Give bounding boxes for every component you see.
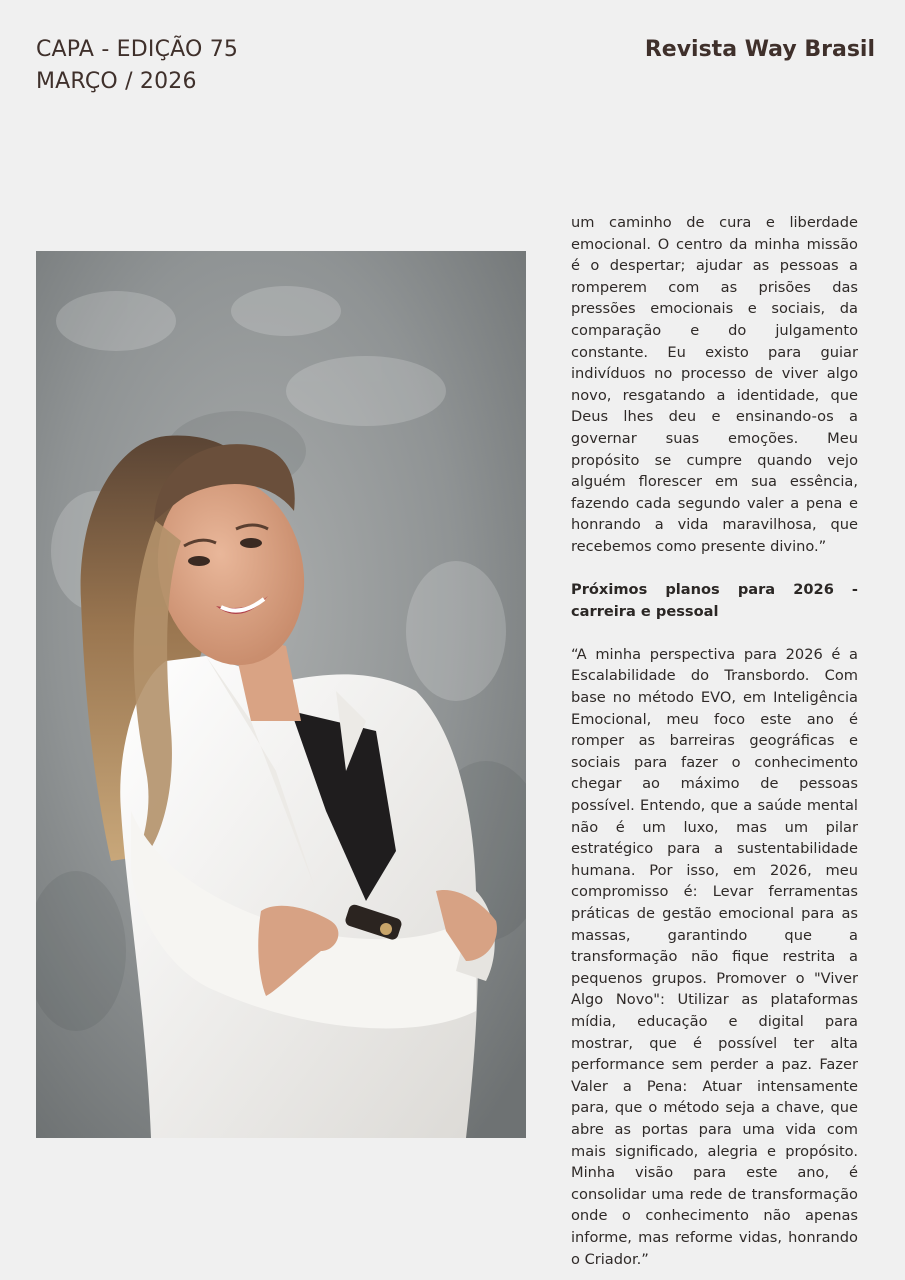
portrait-photo (36, 251, 526, 1138)
article-paragraph-2: “A minha perspectiva para 2026 é a Escalabilidade do Transbordo. Com base no método EVO, em Inteligência Emocional, meu foco este ano é romper as barreiras geográficas e sociais para fazer o conhecimento chegar ao máximo de pessoas possível. Entendo, que a saúde mental não é um luxo, mas um pilar estratégico para a sustentabilidade humana. Por isso, em 2026, meu compromisso é: Levar ferramentas práticas de gestão emocional para as massas, garantindo que a transformação não fique restrita a pequenos grupos. Promover o "Viver Algo Novo": Utilizar as plataformas mídia, educação e digital para mostrar, que é possível ter alta performance sem perder a paz. Fazer Valer a Pena: Atuar intensamente para, que o método seja a chave, que abre as portas para uma vida com mais significado, alegria e propósito. Minha visão para este ano, é consolidar uma rede de transformação onde o conhecimento não apenas informe, mas reforme vidas, honrando o Criador.” (571, 645, 858, 1268)
magazine-name: Revista Way Brasil (644, 37, 875, 62)
article-column (571, 212, 858, 1270)
edition-header (36, 34, 238, 98)
edition-line: CAPA - EDIÇÃO 75 (36, 37, 239, 62)
date-line: MARÇO / 2026 (36, 69, 197, 94)
article-paragraph-1: um caminho de cura e liberdade emocional. O centro da minha missão é o despertar; ajudar as pessoas a romperem com as prisões das pressões emocionais e sociais, da comparação e do julgamento constante. Eu existo para guiar indivíduos no processo de viver algo novo, resgatando a identidade, que Deus lhes deu e ensinando-os a governar suas emoções. Meu propósito se cumpre quando vejo alguém florescer em sua essência, fazendo cada segundo valer a pena e honrando a vida maravilhosa, que recebemos como presente divino.” (571, 214, 858, 555)
article-subheading: Próximos planos para 2026 - carreira e pessoal (571, 581, 858, 620)
